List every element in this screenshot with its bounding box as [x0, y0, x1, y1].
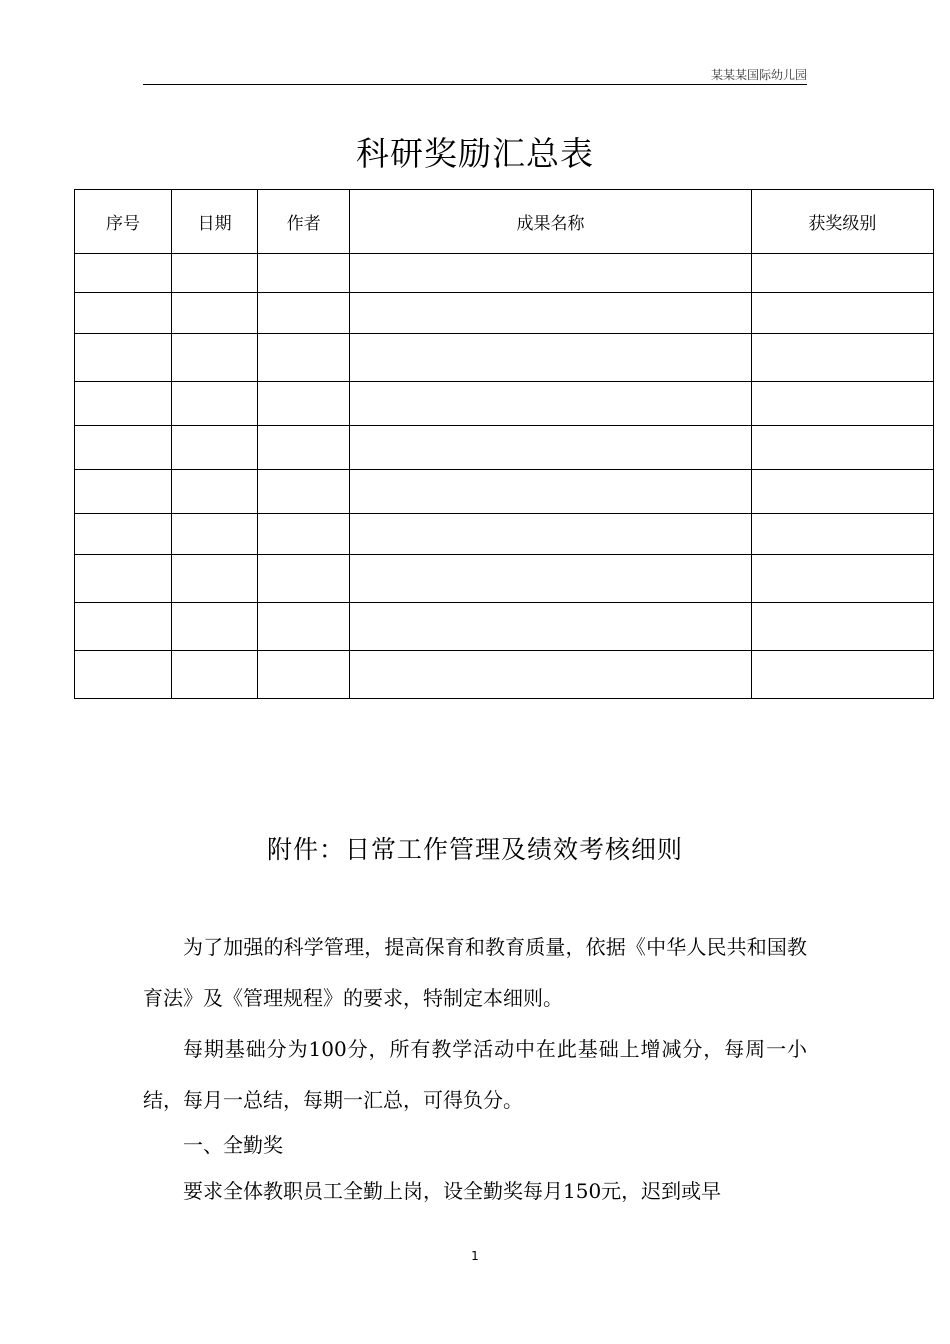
table-row	[75, 603, 934, 651]
table-cell	[350, 470, 751, 514]
table-cell	[75, 514, 172, 555]
table-cell	[751, 555, 933, 603]
page-number: 1	[471, 1249, 479, 1263]
table-cell	[172, 334, 258, 382]
column-header-achievement: 成果名称	[350, 190, 751, 254]
table-cell	[751, 334, 933, 382]
table-cell	[751, 603, 933, 651]
column-header-author: 作者	[258, 190, 350, 254]
table-row	[75, 426, 934, 470]
table-cell	[751, 254, 933, 293]
table-row	[75, 555, 934, 603]
table-cell	[258, 293, 350, 334]
table-cell	[75, 651, 172, 699]
paragraph-attendance: 要求全体教职员工全勤上岗，设全勤奖每月150元，迟到或早	[183, 1179, 722, 1203]
table-cell	[258, 254, 350, 293]
table-cell	[75, 555, 172, 603]
appendix-title: 附件：日常工作管理及绩效考核细则	[266, 835, 683, 864]
table-cell	[172, 651, 258, 699]
table-cell	[751, 382, 933, 426]
table-cell	[350, 603, 751, 651]
table-row	[75, 334, 934, 382]
table-cell	[75, 470, 172, 514]
table-cell	[172, 514, 258, 555]
column-header-date: 日期	[172, 190, 258, 254]
table-row	[75, 514, 934, 555]
table-cell	[350, 426, 751, 470]
table-cell	[172, 426, 258, 470]
table-cell	[258, 555, 350, 603]
table-cell	[258, 514, 350, 555]
table-cell	[258, 334, 350, 382]
table-row	[75, 470, 934, 514]
table-cell	[751, 651, 933, 699]
paragraph-purpose: 为了加强的科学管理，提高保育和教育质量，依据《中华人民共和国教育法》及《管理规程》的要求，特制定本细则。	[143, 935, 807, 1010]
table-cell	[350, 293, 751, 334]
table-row	[75, 254, 934, 293]
table-cell	[75, 254, 172, 293]
table-cell	[751, 426, 933, 470]
table-row	[75, 293, 934, 334]
table-cell	[350, 555, 751, 603]
table-cell	[751, 293, 933, 334]
table-cell	[350, 334, 751, 382]
table-cell	[172, 382, 258, 426]
table-cell	[751, 470, 933, 514]
column-header-index: 序号	[75, 190, 172, 254]
table-row	[75, 651, 934, 699]
table-cell	[75, 334, 172, 382]
table-cell	[751, 514, 933, 555]
header-rule	[143, 84, 807, 85]
paragraph-base-score: 每期基础分为100分，所有教学活动中在此基础上增减分，每周一小结，每月一总结，每期一汇总，可得负分。	[143, 1037, 807, 1112]
section-heading-attendance: 一、全勤奖	[183, 1133, 283, 1157]
table-cell	[350, 514, 751, 555]
table-cell	[172, 254, 258, 293]
table-cell	[258, 470, 350, 514]
column-header-award-level: 获奖级别	[751, 190, 933, 254]
header-org-name: 某某某国际幼儿园	[710, 68, 807, 82]
table-cell	[350, 254, 751, 293]
table-cell	[172, 555, 258, 603]
table-header-row	[75, 190, 934, 254]
table-cell	[75, 603, 172, 651]
table-cell	[350, 382, 751, 426]
table-cell	[75, 382, 172, 426]
table-row	[75, 382, 934, 426]
award-summary-table	[74, 189, 934, 699]
table-cell	[75, 426, 172, 470]
table-cell	[350, 651, 751, 699]
table-cell	[172, 603, 258, 651]
table-cell	[258, 426, 350, 470]
table-cell	[75, 293, 172, 334]
table-cell	[172, 470, 258, 514]
table-cell	[172, 293, 258, 334]
table-title: 科研奖励汇总表	[356, 134, 594, 173]
table-cell	[258, 651, 350, 699]
table-cell	[258, 382, 350, 426]
table-cell	[258, 603, 350, 651]
